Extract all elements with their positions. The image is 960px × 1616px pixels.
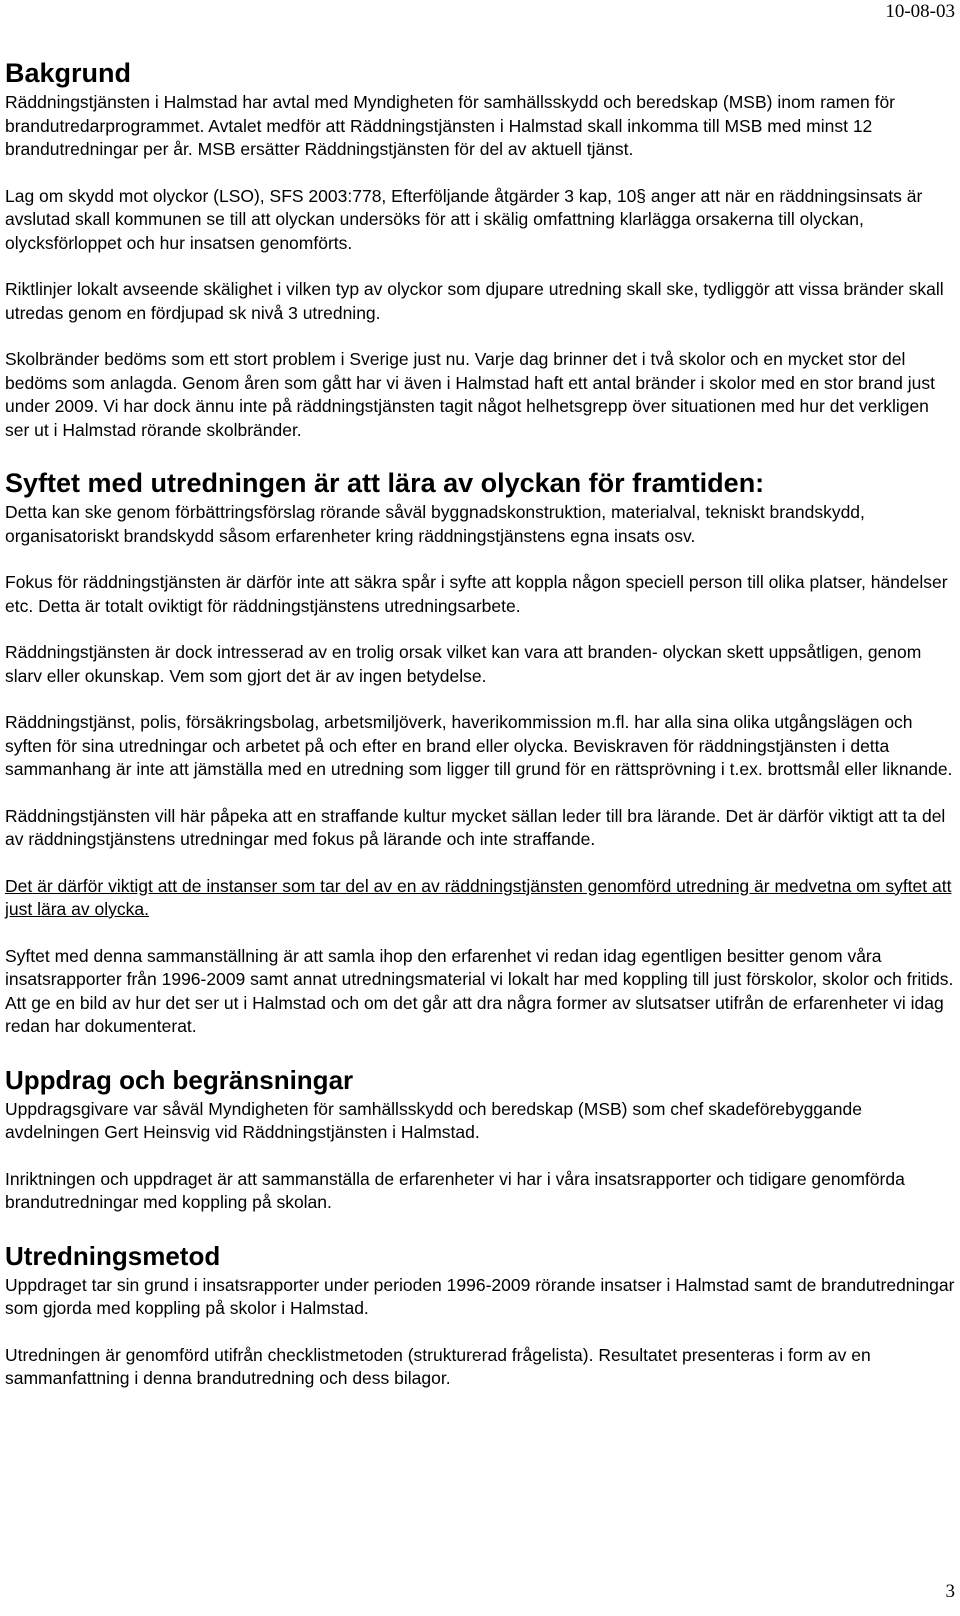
paragraph-bakgrund-2: Lag om skydd mot olyckor (LSO), SFS 2003:778, Efterföljande åtgärder 3 kap, 10§ anger att när en räddningsinsats är avslutad skall kommunen se till att olyckan undersöks för att i skälig omfattning klarlägga orsakerna till olyckan, olycksförloppet och hur insatsen genomförts. bbox=[5, 185, 923, 253]
paragraph-uppdrag-1: Uppdragsgivare var såväl Myndigheten för samhällsskydd och beredskap (MSB) som chef skadeförebyggande avdelningen Gert Heinsvig vid Räddningstjänsten i Halmstad. bbox=[5, 1098, 862, 1142]
paragraph-syftet-1: Detta kan ske genom förbättringsförslag rörande såväl byggnadskonstruktion, materialval, tekniskt brandskydd, organisatoriskt brandskydd såsom erfarenheter kring räddningstjänstens egna insats osv. bbox=[5, 502, 865, 546]
header-date: 10-08-03 bbox=[885, 1, 955, 22]
document-body bbox=[5, 55, 955, 1391]
paragraph-syftet-3: Räddningstjänsten är dock intresserad av en trolig orsak vilket kan vara att branden- olyckan skett uppsåtligen, genom slarv eller okunskap. Vem som gjort det är av ingen betydelse. bbox=[5, 642, 922, 686]
heading-uppdrag: Uppdrag och begränsningar bbox=[5, 1064, 354, 1095]
heading-utredningsmetod: Utredningsmetod bbox=[5, 1240, 221, 1271]
paragraph-syftet-7: Syftet med denna sammanställning är att samla ihop den erfarenhet vi redan idag egentligen besitter genom våra insatsrapporter från 1996-2009 samt annat utredningsmaterial vi lokalt har med koppling till just förskolor, skolor och fritids. Att ge en bild av hur det ser ut i Halmstad och om det går att dra några former av slutsatser utifrån de erfarenheter vi idag redan har dokumenterat. bbox=[5, 945, 954, 1036]
paragraph-metod-2: Utredningen är genomförd utifrån checklistmetoden (strukturerad frågelista). Resultatet presenteras i form av en sammanfattning i denna brandutredning och dess bilagor. bbox=[5, 1344, 871, 1388]
paragraph-bakgrund-4: Skolbränder bedöms som ett stort problem i Sverige just nu. Varje dag brinner det i två skolor och en mycket stor del bedöms som anlagda. Genom åren som gått har vi även i Halmstad haft ett antal bränder i skolor med en stor brand just under 2009. Vi har dock ännu inte på räddningstjänsten tagit något helhetsgrepp över situationen med hur det verkligen ser ut i Halmstad rörande skolbränder. bbox=[5, 349, 935, 440]
paragraph-syftet-5: Räddningstjänsten vill här påpeka att en straffande kultur mycket sällan leder till bra lärande. Det är därför viktigt att ta del av räddningstjänstens utredningar med fokus på lärande och inte straffande. bbox=[5, 805, 946, 849]
heading-syftet: Syftet med utredningen är att lära av olyckan för framtiden: bbox=[5, 468, 765, 498]
paragraph-metod-1: Uppdraget tar sin grund i insatsrapporter under perioden 1996-2009 rörande insatser i Halmstad samt de brandutredningar som gjorda med koppling på skolor i Halmstad. bbox=[5, 1274, 955, 1318]
paragraph-syftet-4: Räddningstjänst, polis, försäkringsbolag, arbetsmiljöverk, haverikommission m.fl. har alla sina olika utgångslägen och syften för sina utredningar och arbetet på och efter en brand eller olycka. Beviskraven för räddningstjänsten i detta sammanhang är inte att jämställa med en utredning som ligger till grund för en rättsprövning i t.ex. brottsmål eller liknande. bbox=[5, 712, 953, 779]
paragraph-syftet-6 bbox=[5, 875, 955, 922]
paragraph-syftet-2: Fokus för räddningstjänsten är därför inte att säkra spår i syfte att koppla någon speciell person till olika platser, händelser etc. Detta är totalt oviktigt för räddningstjänstens utredningsarbete. bbox=[5, 572, 948, 616]
paragraph-bakgrund-1: Räddningstjänsten i Halmstad har avtal med Myndigheten för samhällsskydd och beredskap (MSB) inom ramen för brandutredarprogrammet. Avtalet medför att Räddningstjänsten i Halmstad skall inkomma till MSB med minst 12 brandutredningar per år. MSB ersätter Räddningstjänsten för del av aktuell tjänst. bbox=[5, 92, 896, 159]
underlined-statement: Det är därför viktigt att de instanser som tar del av en av räddningstjänsten genomförd utredning är medvetna om syftet att just lära av olycka. bbox=[5, 875, 952, 919]
page-number: 3 bbox=[945, 1581, 955, 1602]
paragraph-bakgrund-3: Riktlinjer lokalt avseende skälighet i vilken typ av olyckor som djupare utredning skall ske, tydliggör att vissa bränder skall utredas genom en fördjupad sk nivå 3 utredning. bbox=[5, 279, 944, 323]
heading-bakgrund: Bakgrund bbox=[5, 58, 132, 88]
paragraph-uppdrag-2: Inriktningen och uppdraget är att sammanställa de erfarenheter vi har i våra insatsrapporter och tidigare genomförda brandutredningar med koppling på skolan. bbox=[5, 1168, 905, 1212]
